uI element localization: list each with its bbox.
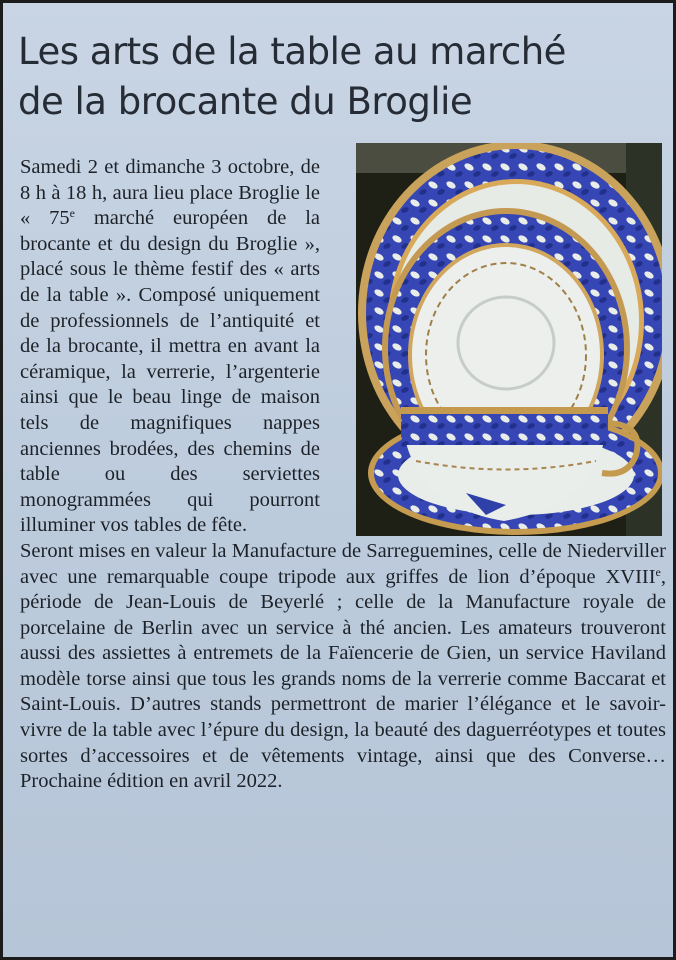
article-paragraph-1: Samedi 2 et dimanche 3 octobre, de 8 h à 18 h, aura lieu place Broglie le « 75e marché européen de la brocante et du design du Broglie », placé sous le thème festif des « arts de la table ». Composé uniquement de professionnels de l’antiquité et de la brocante, il mettra en avant la céramique, la verrerie, l’argenterie ainsi que le beau linge de maison tels de magnifiques nappes anciennes brodées, des chemins de table ou des serviettes monogrammées qui pourront illuminer vos tables de fête. xyxy=(20,156,321,537)
headline-line-2: de la brocante du Broglie xyxy=(18,80,473,123)
article-paragraph-2: Seront mises en valeur la Manufacture de Sarreguemines, celle de Niederviller avec une remarquable coupe tripode aux griffes de lion d’époque XVIIIe, période de Jean-Louis de Beyerlé ; celle de la Manufacture royale de porcelaine de Berlin avec un service à thé ancien. Les amateurs trouveront aussi des assiettes à entremets de la Faïencerie de Gien, un service Haviland modèle torse ainsi que tous les grands noms de la verrerie comme Baccarat et Saint-Louis. D’autres stands permettront de marier l’élégance et le savoir-vivre de la table avec l’épure du design, la beauté des daguerréotypes et toutes sortes d’accessoires et de vêtements vintage, ainsi que des Converse… Prochaine édition en avril 2022. xyxy=(20,539,666,793)
headline xyxy=(18,27,668,127)
headline-line-1: Les arts de la table au marché xyxy=(18,30,566,73)
article-body xyxy=(20,155,666,795)
